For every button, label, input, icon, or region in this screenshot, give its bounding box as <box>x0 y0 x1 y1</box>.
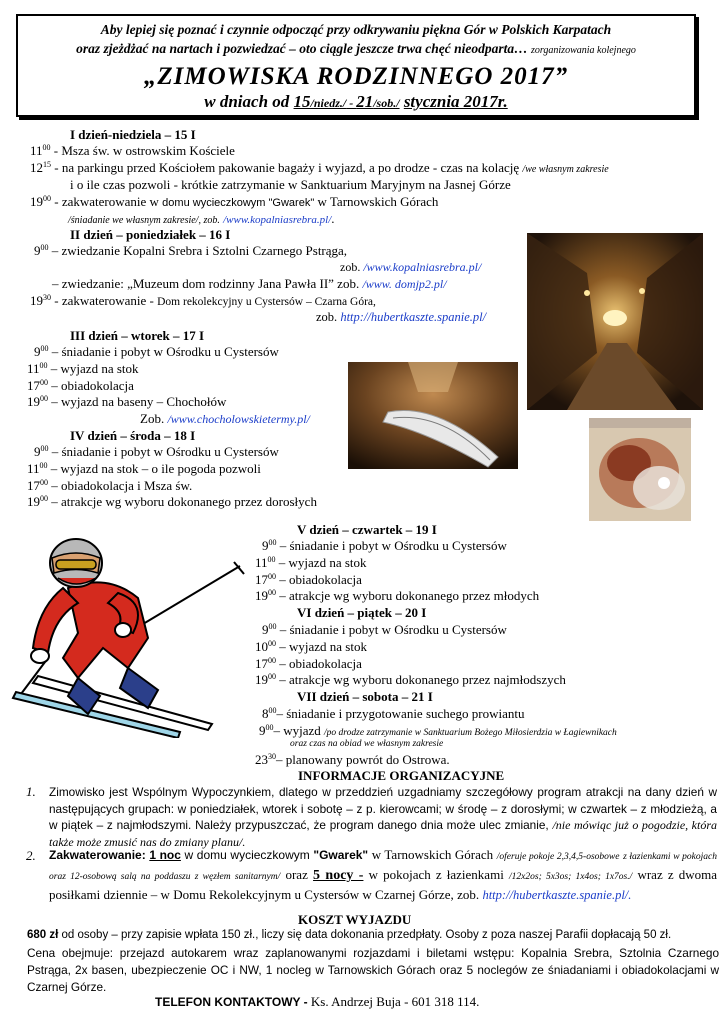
info-p2: Zakwaterowanie: 1 noc w domu wycieczkowym "Gwarek" w Tarnowskich Górach /oferuje pokoje 2,3,4,5-osobowe z łazienkami w pokojach oraz 12-osobową salą na poddaszu z węzłem sanitarnym/ oraz 5 nocy - w pokojach z łazienkami /12x2os; 5x3os; 1x4os; 1x7os./ wraz z dwoma posiłkami dziennie – w Domu Rekolekcyjnym u Cystersów w Czarnej Górze, zob. http://hubertkaszte.spanie.pl/. <box>49 847 717 902</box>
header-line-2 <box>18 41 694 58</box>
boat-tunnel-photo <box>348 362 518 469</box>
dates-sep: - <box>346 96 357 110</box>
day-6-title: VI dzień – piątek – 20 I <box>297 605 427 620</box>
day-6-item-4: $19^{00}$ – atrakcje wg wyboru dokonanego przez najmłodszych <box>255 672 566 687</box>
dates-month: stycznia 2017r. <box>403 92 508 111</box>
day-6-item-1: $9^{00}$ – śniadanie i pobyt w Ośrodku u Cystersów <box>262 622 507 637</box>
kopalnia-link-2[interactable]: /www.kopalniasrebra.pl/ <box>363 260 482 274</box>
info-title: INFORMACJE ORGANIZACYJNE <box>298 768 505 783</box>
day-6-item-3: $17^{00}$ – obiadokolacja <box>255 656 362 671</box>
day-7-title: VII dzień – sobota – 21 I <box>297 689 433 704</box>
info-p1-note: /nie mówiąc już o pogodzie, która także może zmusić nas do zmiany planu/. <box>49 818 717 849</box>
day-3-item-4: $19^{00}$ – wyjazd na baseny – Chochołów <box>27 394 227 409</box>
day-3-zob: Zob. /www.chocholowskietermy.pl/ <box>140 411 310 426</box>
day-4-item-4: $19^{00}$ – atrakcje wg wyboru dokonanego przez dorosłych <box>27 494 317 509</box>
header-line-1: Aby lepiej się poznać i czynnie odpocząć przy odkrywaniu piękna Gór w Polskich Karpatach <box>100 22 612 37</box>
day-4-item-2: $11^{00}$ – wyjazd na stok – o ile pogoda pozwoli <box>27 461 261 476</box>
day-3-title: III dzień – wtorek – 17 I <box>70 328 205 343</box>
phone-number: Ks. Andrzej Buja - 601 318 114. <box>310 994 480 1009</box>
info-p2-label: Zakwaterowanie: <box>49 848 146 862</box>
cost-amount: 680 zł <box>27 929 59 941</box>
info-p2-gwarek: "Gwarek" <box>313 848 369 862</box>
dates-prefix: w dniach od <box>204 92 290 111</box>
domjp2-link[interactable]: /www. domjp2.pl/ <box>362 277 447 291</box>
phone-line <box>155 994 479 1010</box>
dates-from-day: /niedz./ <box>310 96 347 110</box>
day-3-item-3: $17^{00}$ – obiadokolacja <box>27 378 134 393</box>
day-1-item-3b: /śniadanie we własnym zakresie/, zob. /www.kopalniasrebra.pl/. <box>68 211 335 226</box>
day-5-item-1: $9^{00}$ – śniadanie i pobyt w Ośrodku u Cystersów <box>262 538 507 553</box>
day-3-item-1: $9^{00}$ – śniadanie i pobyt w Ośrodku u Cystersów <box>34 344 279 359</box>
day-1-item-3: $19^{00}$ - zakwaterowanie w domu wycieczkowym "Gwarek" w Tarnowskich Górach <box>30 194 439 209</box>
info-p2-num: 2. <box>26 848 36 863</box>
dates-to-day: /sob./ <box>373 96 400 110</box>
day-2-item-2: – zwiedzanie: „Muzeum dom rodzinny Jana Pawła II” zob. /www. domjp2.pl/ <box>52 276 447 291</box>
day-7-item-3: $23^{30}-$ planowany powrót do Ostrowa. <box>255 752 450 767</box>
skier-illustration <box>8 518 248 738</box>
day-2-item-3: $19^{30}$ - zakwaterowanie - Dom rekolekcyjny u Cystersów – Czarna Góra, <box>30 293 376 308</box>
day-1-item-2b: i o ile czas pozwoli - krótkie zatrzymanie w Sanktuarium Maryjnym na Jasnej Górze <box>70 177 511 192</box>
day-2-zob-1: zob. /www.kopalniasrebra.pl/ <box>340 260 482 274</box>
info-p1-text: Zimowisko jest Wspólnym Wypoczynkiem, dlatego w przeddzień uzgadniamy szczegółowy program atrakcji na dany dzień w następujących grupach: w poniedziałek, wtorek i sobotę – z p. kierowcami; w środę – z dorosłymi; w czwartek – z młodzieżą, a w piątek – z najmłodszymi. Należy przypuszczać, że program danego dnia może ulec zmianie, <box>49 785 717 832</box>
day-2-title: II dzień – poniedziałek – 16 I <box>70 227 231 242</box>
phone-label: TELEFON KONTAKTOWY - <box>155 995 308 1009</box>
event-dates <box>18 91 694 112</box>
info-p2-nights-5: 5 nocy - <box>313 868 364 883</box>
day-1-item-2: $12^{15}$ - na parkingu przed Kościołem pakowanie bagaży i wyjazd, a po drodze - czas na kolację /we własnym zakresie <box>30 160 609 175</box>
day-6-item-2: $10^{00}$ – wyjazd na stok <box>255 639 367 654</box>
hubertkaszte-link-2[interactable]: http://hubertkaszte.spanie.pl/. <box>482 888 632 902</box>
header-box <box>16 14 696 117</box>
day-5-item-2: $11^{00}$ – wyjazd na stok <box>255 555 367 570</box>
cost-title: KOSZT WYJAZDU <box>298 912 412 927</box>
info-p2-nights-1: 1 noc <box>149 848 181 862</box>
cost-line-1: 680 zł od osoby – przy zapisie wpłata 150 zł., liczy się data dokonania przedpłaty. Osoby z poza naszej Parafii dopłacają 50 zł. <box>27 929 672 941</box>
day-2-zob-3: zob. http://hubertkaszte.spanie.pl/ <box>316 310 487 324</box>
day-3-item-2: $11^{00}$ – wyjazd na stok <box>27 361 139 376</box>
day-7-item-1: $8^{00}-$ śniadanie i przygotowanie suchego prowiantu <box>262 706 525 721</box>
day-5-title: V dzień – czwartek – 19 I <box>297 522 437 537</box>
pool-photo <box>589 418 691 521</box>
day-4-item-1: $9^{00}$ – śniadanie i pobyt w Ośrodku u Cystersów <box>34 444 279 459</box>
event-title: „ZIMOWISKA RODZINNEGO 2017” <box>143 63 569 90</box>
header-line-2-small: zorganizowania kolejnego <box>530 45 636 56</box>
dates-from: 15 <box>293 92 311 111</box>
dates-to: 21 <box>356 92 374 111</box>
day-1-item-1: $11^{00}$ - Msza św. w ostrowskim Kościele <box>30 143 235 158</box>
day-4-title: IV dzień – środa – 18 I <box>70 428 196 443</box>
info-p1-num: 1. <box>26 784 36 799</box>
day-7-item-2: $9^{00}-$ wyjazd /po drodze zatrzymanie w Sanktuarium Bożego Miłosierdzia w Łagiewnikach <box>259 723 617 738</box>
hubertkaszte-link-1[interactable]: http://hubertkaszte.spanie.pl/ <box>340 310 487 324</box>
day-1-title: I dzień-niedziela – 15 I <box>70 127 196 142</box>
chocholow-link[interactable]: /www.chocholowskietermy.pl/ <box>167 412 310 426</box>
day-2-item-1: $9^{00}$ – zwiedzanie Kopalni Srebra i Sztolni Czarnego Pstrąga, <box>34 243 348 258</box>
day-5-item-4: $19^{00}$ – atrakcje wg wyboru dokonanego przez młodych <box>255 588 540 603</box>
day-7-item-2c: oraz czas na obiad we własnym zakresie <box>290 739 444 749</box>
cost-line-2: Cena obejmuje: przejazd autokarem wraz zaplanowanymi rozjazdami i biletami wstępu: Kopalnia Srebra, Sztolnia Czarnego Pstrąga, 2x basen, ubezpieczenie OC i NW, 1 nocleg w Tarnowskich Górach oraz 5 noclegów ze śniadaniami i obiadokolacjami w Czarnej Górze. <box>27 946 719 994</box>
header-line-2-text: oraz zjeżdżać na nartach i pozwiedzać – oto ciągle jeszcze trwa chęć nieodparta… <box>76 41 528 56</box>
kopalnia-link-1[interactable]: /www.kopalniasrebra.pl/ <box>223 214 332 226</box>
day-5-item-3: $17^{00}$ – obiadokolacja <box>255 572 362 587</box>
info-p1 <box>49 784 717 850</box>
mine-tunnel-photo <box>527 233 703 410</box>
day-4-item-3: $17^{00}$ – obiadokolacja i Msza św. <box>27 478 193 493</box>
